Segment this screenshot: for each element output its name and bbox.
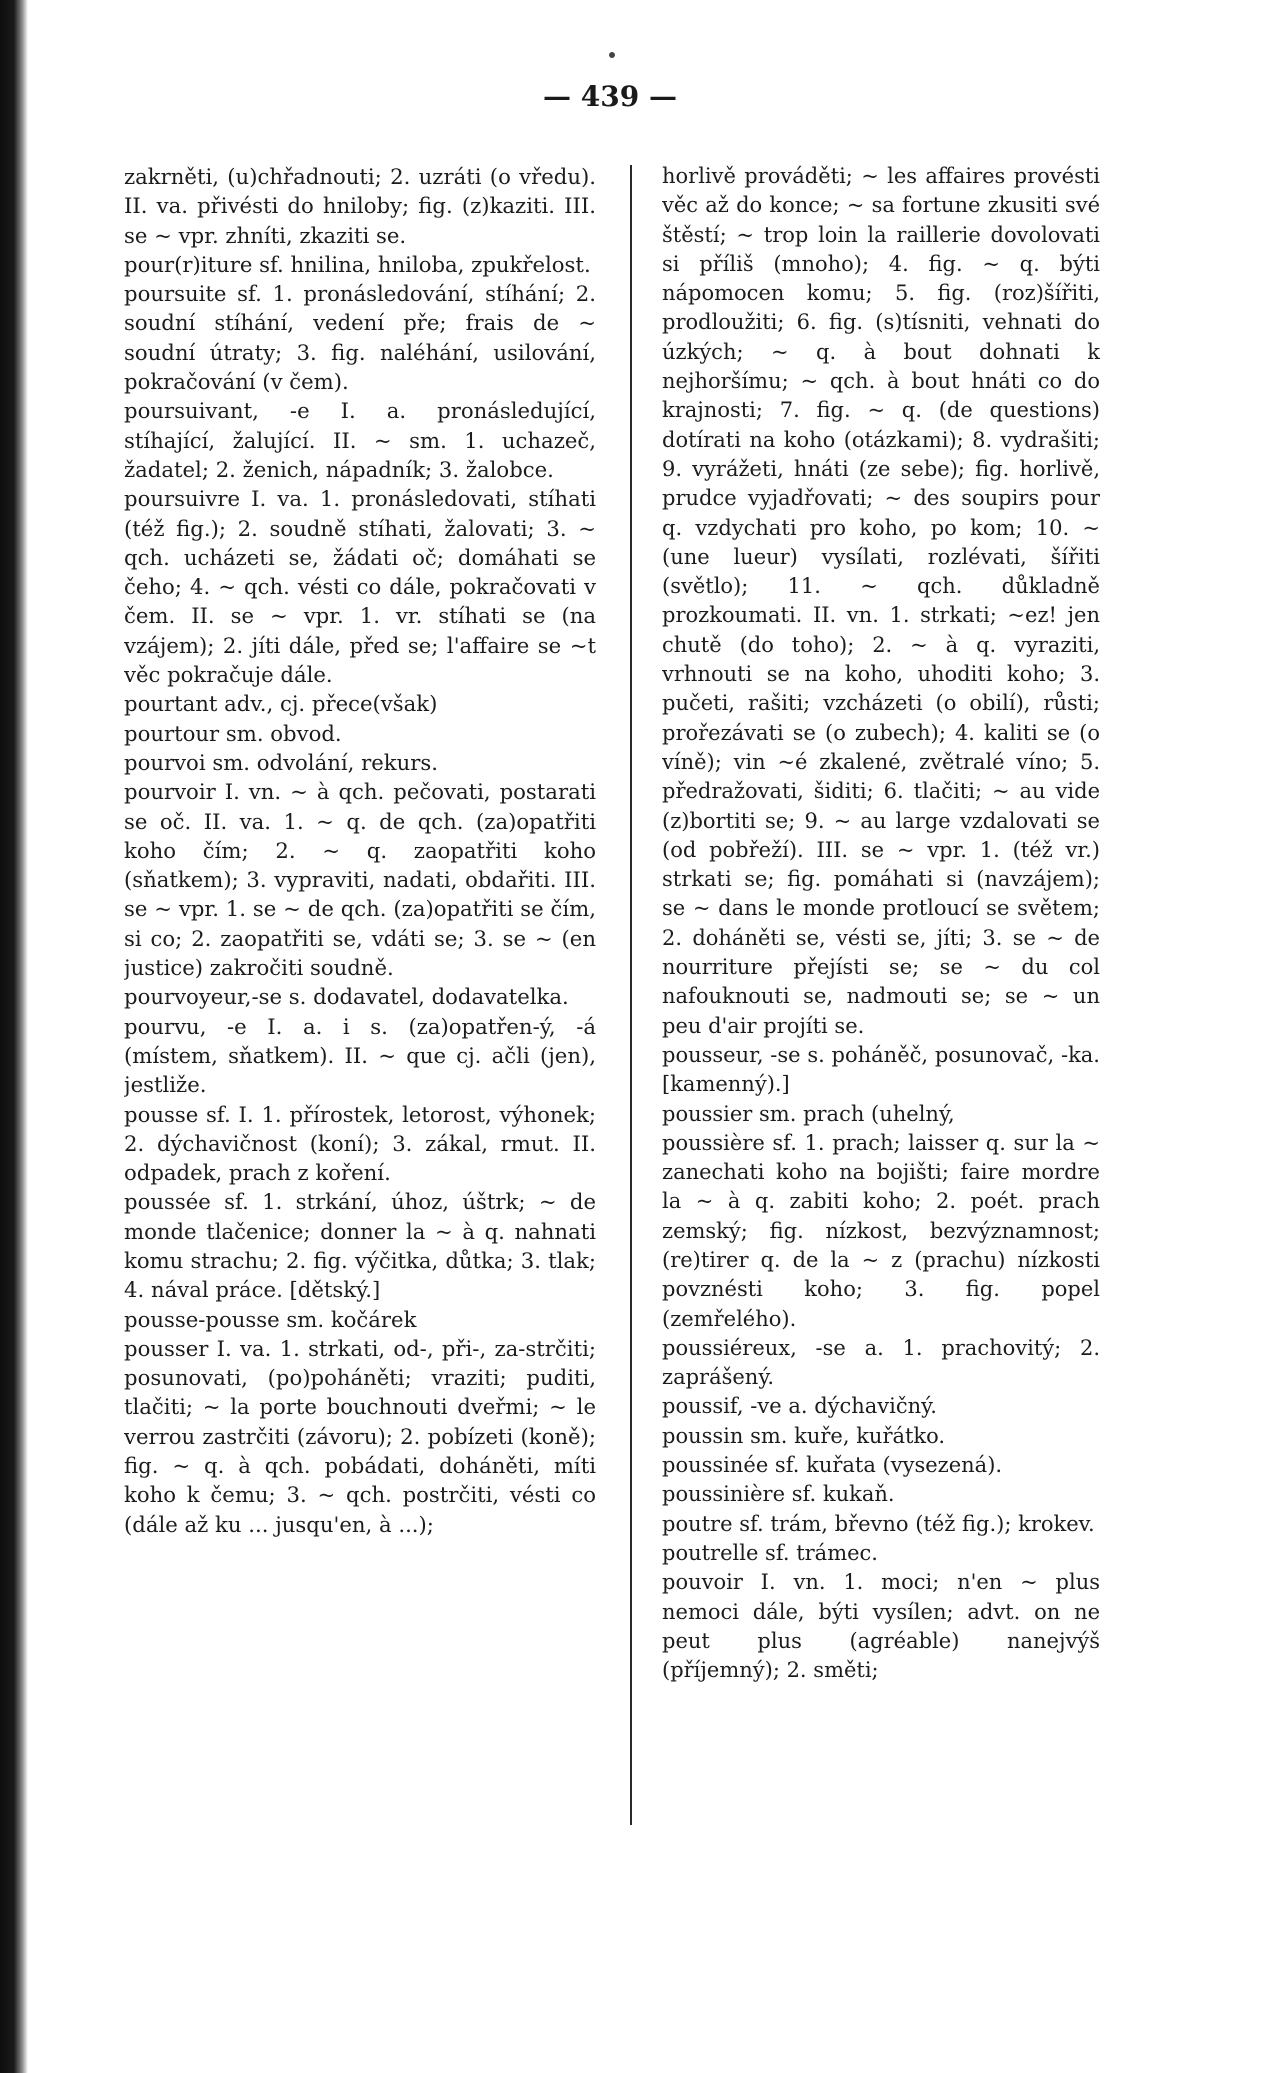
left-column xyxy=(124,162,596,1822)
book-spine-shadow xyxy=(0,0,28,2073)
entry-text: poutrelle sf. trámec. xyxy=(662,1540,878,1565)
entry-text: poussinière sf. kukaň. xyxy=(662,1482,895,1507)
entry-text: poussier sm. prach (uhelný, xyxy=(662,1101,955,1126)
page-mark-dot xyxy=(609,52,615,58)
entry-text: pousser I. va. 1. strkati, od-, při-, za-strčiti; posunovati, (po)poháněti; vraziti; puditi, tlačiti; ~ la porte bouchnouti dveřmi; ~ le verrou zastrčiti (závoru); 2. pobízeti (koně); fig. ~ q. à qch. pobádati, doháněti, míti koho k čemu; 3. ~ qch. postrčiti, vésti co (dále až ku ... jusqu'en, à ...); xyxy=(124,1335,596,1537)
page-number: — 439 — xyxy=(543,80,677,113)
entry-text: pouvoir I. vn. 1. moci; n'en ~ plus nemoci dále, býti vysílen; advt. on ne peut plus (agréable) nanejvýš (příjemný); 2. směti; xyxy=(662,1570,1100,1683)
entry-text: poussiéreux, -se a. 1. prachovitý; 2. zaprášený. xyxy=(662,1335,1100,1390)
entry-text: poussif, -ve a. dýchavičný. xyxy=(662,1394,937,1419)
entry-text: poursuite sf. 1. pronásledování, stíhání; 2. soudní stíhání, vedení pře; frais de ~ soudní útraty; 3. fig. naléhání, usilování, pokračování (v čem). xyxy=(124,281,596,395)
entry-text: pousse-pousse sm. kočárek xyxy=(124,1306,417,1332)
entry-text: poussinée sf. kuřata (vysezená). xyxy=(662,1453,1003,1478)
entry-text: pourtant adv., cj. přece(však) xyxy=(124,691,438,717)
entry-text: poussée sf. 1. strkání, úhoz, úštrk; ~ de monde tlačenice; donner la ~ à q. nahnati komu strachu; 2. fig. výčitka, důtka; 3. tlak; 4. nával práce. [dětský.] xyxy=(124,1189,596,1303)
entry-text: pourvoyeur,-se s. dodavatel, dodavatelka. xyxy=(124,984,569,1010)
entry-text: pourvoir I. vn. ~ à qch. pečovati, postarati se oč. II. va. 1. ~ q. de qch. (za)opatřiti koho čím; 2. ~ q. zaopatřiti koho (sňatkem); 3. vypraviti, nadati, obdařiti. III. se ~ vpr. 1. se ~ de qch. (za)opatřiti se čím, si co; 2. zaopatřiti se, vdáti se; 3. se ~ (en justice) zakročiti soudně. xyxy=(124,779,596,981)
entry-text: poussin sm. kuře, kuřátko. xyxy=(662,1423,946,1448)
column-divider xyxy=(630,165,632,1825)
entry-text: horlivě prováděti; ~ les affaires provésti věc až do konce; ~ sa fortune zkusiti své štěstí; ~ trop loin la raillerie dovolovati si příliš (mnoho); 4. fig. ~ q. býti nápomocen komu; 5. fig. (roz)šířiti, prodloužiti; 6. fig. (s)tísniti, vehnati do úzkých; ~ q. à bout dohnati k nejhoršímu; ~ qch. à bout hnáti co do krajnosti; 7. fig. ~ q. (de questions) dotírati na koho (otázkami); 8. vydrašiti; 9. vyrážeti, hnáti (ze sebe); fig. horlivě, prudce vyjadřovati; ~ des soupirs pour q. vzdychati pro koho, po kom; 10. ~ (une lueur) vysílati, rozlévati, šířiti (světlo); 11. ~ qch. důkladně prozkoumati. II. vn. 1. strkati; ~ez! jen chutě (do toho); 2. ~ à q. vyraziti, vrhnouti se na koho, uhoditi koho; 3. pučeti, rašiti; vzcházeti (o obilí), růsti; prořezávati se (o zubech); 4. kaliti se (o víně); vin ~é zkalené, zvětralé víno; 5. předražovati, šiditi; 6. tlačiti; ~ au vide (z)bortiti se; 9. ~ au large vzdalovati se (od pobřeží). III. se ~ vpr. 1. (též vr.) strkati se; fig. pomáhati si (navzájem); se ~ dans le monde protloucí se světem; 2. doháněti se, vésti se, jíti; 3. se ~ de nourriture přejísti se; se ~ du col nafouknouti se, nadmouti se; se ~ un peu d'air projíti se. xyxy=(662,164,1100,1038)
entry-text: poursuivant, -e I. a. pronásledující, stíhající, žalující. II. ~ sm. 1. uchazeč, žadatel; 2. ženich, nápadník; 3. žalobce. xyxy=(124,398,596,482)
entry-text: zakrněti, (u)chřadnouti; 2. uzráti (o vředu). II. va. přivésti do hniloby; fig. (z)kaziti. III. se ~ vpr. zhníti, zkaziti se. xyxy=(124,164,596,248)
entry-text: pousseur, -se s. poháněč, posunovač, -ka. [kamenný).] xyxy=(662,1042,1100,1097)
entry-text: poussière sf. 1. prach; laisser q. sur la ~ zanechati koho na bojišti; faire mordre la ~ à q. zabiti koho; 2. poét. prach zemský; fig. nízkost, bezvýznamnost; (re)tirer q. de la ~ z (prachu) nízkosti povznésti koho; 3. fig. popel (zemřelého). xyxy=(662,1130,1100,1331)
entry-text: pousse sf. I. 1. přírostek, letorost, výhonek; 2. dýchavičnost (koní); 3. zákal, rmut. II. odpadek, prach z koření. xyxy=(124,1101,596,1186)
entry-text: pour(r)iture sf. hnilina, hniloba, zpukřelost. xyxy=(124,251,591,277)
entry-text: pourvoi sm. odvolání, rekurs. xyxy=(124,749,438,775)
entry-text: pourvu, -e I. a. i s. (za)opatřen-ý, -á (místem, sňatkem). II. ~ que cj. ačli (jen), jestliže. xyxy=(124,1013,596,1098)
right-column xyxy=(662,162,1100,1822)
entry-text: pourtour sm. obvod. xyxy=(124,720,342,746)
entry-text: poursuivre I. va. 1. pronásledovati, stíhati (též fig.); 2. soudně stíhati, žalovati; 3. ~ qch. ucházeti se, žádati oč; domáhati se čeho; 4. ~ qch. vésti co dále, pokračovati v čem. II. se ~ vpr. 1. vr. stíhati se (na vzájem); 2. jíti dále, před se; l'affaire se ~t věc pokračuje dále. xyxy=(124,486,596,688)
entry-text: poutre sf. trám, břevno (též fig.); krokev. xyxy=(662,1511,1095,1536)
